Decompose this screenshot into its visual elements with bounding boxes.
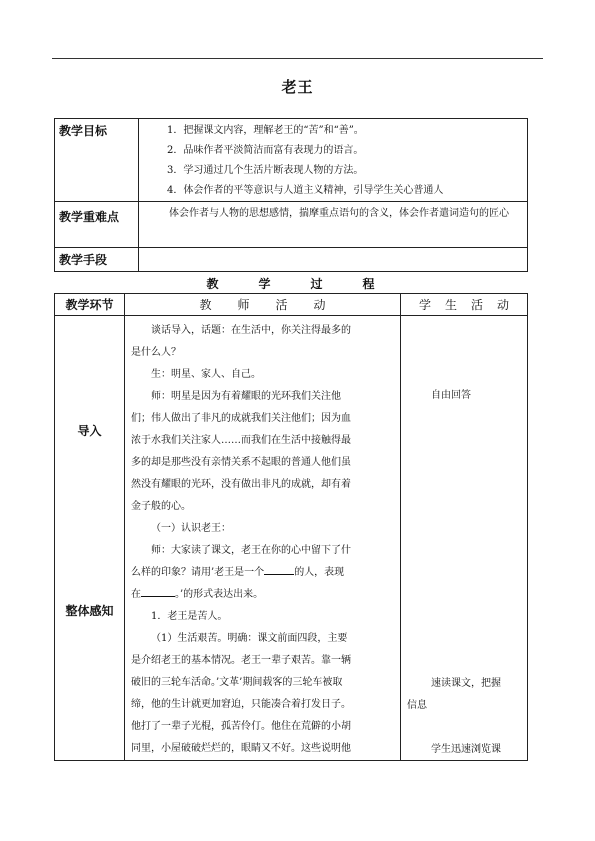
goal-item: 1．把握课文内容，理解老王的“苦”和“善”。 <box>167 125 364 136</box>
process-header-row <box>55 294 528 316</box>
difficulty-row <box>55 202 528 248</box>
process-title-char: 教 <box>206 277 219 291</box>
teacher-line <box>125 562 400 584</box>
teacher-line: 是介绍老王的基本情况。老王一辈子艰苦。靠一辆 <box>131 655 351 666</box>
goal-item: 2．品味作者平淡简洁而富有表现力的语言。 <box>167 145 364 156</box>
header-char: 生 <box>444 298 457 312</box>
process-body-row <box>55 316 528 761</box>
goals-content <box>139 119 528 202</box>
process-title-char: 过 <box>310 277 323 291</box>
teacher-line: 是什么人？ <box>131 347 181 358</box>
teacher-line <box>125 584 400 606</box>
student-read-2: 信息 <box>407 700 427 711</box>
col-stage-header: 教学环节 <box>55 294 125 316</box>
stage-intro: 导入 <box>77 424 102 438</box>
header-char: 动 <box>497 298 510 312</box>
teacher-line: 多的却是那些没有亲情关系不起眼的普通人他们虽 <box>131 457 351 468</box>
fill-blank <box>264 562 294 575</box>
teacher-line: 谈话导入，话题：在生活中，你关注得最多的 <box>151 325 351 336</box>
teacher-line: （1）生活艰苦。明确：课文前面四段，主要 <box>151 633 348 644</box>
goals-label: 教学目标 <box>55 119 139 202</box>
student-browse: 学生迅速浏览课 <box>431 744 501 755</box>
student-read-1: 速读课文，把握 <box>431 678 501 689</box>
header-rule <box>52 58 543 59</box>
goal-item: 4．体会作者的平等意识与人道主义精神，引导学生关心普通人 <box>167 185 444 196</box>
teacher-line: 师：大家读了课文，老王在你的心中留下了什 <box>151 545 351 556</box>
teacher-line-part: 的人，表现 <box>294 567 345 578</box>
difficulty-text: 体会作者与人物的思想感情，揣摩重点语句的含义，体会作者遣词造句的匠心 <box>169 208 509 219</box>
header-char: 教 <box>199 298 212 312</box>
header-char: 师 <box>237 298 250 312</box>
teacher-line: 生：明星、家人、自己。 <box>151 369 261 380</box>
header-char: 活 <box>471 298 484 312</box>
fill-blank <box>141 584 175 597</box>
process-title-char: 学 <box>258 277 271 291</box>
teacher-line: 浓于水我们关注家人……而我们在生活中接触得最 <box>131 435 351 446</box>
lesson-info-table <box>54 118 528 272</box>
difficulty-label: 教学重难点 <box>55 202 139 248</box>
teacher-line: 然没有耀眼的光环，没有做出非凡的成就，却有着 <box>131 479 351 490</box>
teacher-line: 金子般的心。 <box>131 501 191 512</box>
student-activity <box>401 316 528 761</box>
header-char: 活 <box>275 298 288 312</box>
teacher-line: 同里，小屋破破烂烂的，眼睛又不好。这些说明他 <box>131 743 351 754</box>
teacher-line: （一）认识老王： <box>151 523 231 534</box>
document-title: 老王 <box>281 78 314 96</box>
teacher-line-part: 。’的形式表达出来。 <box>175 589 264 600</box>
teacher-line: 他打了一辈子光棍，孤苦伶仃。他住在荒僻的小胡 <box>131 721 351 732</box>
teacher-line: 们；伟人做出了非凡的成就我们关注他们；因为血 <box>131 413 351 424</box>
means-row <box>55 248 528 272</box>
teacher-line: 缔，他的生计就更加窘迫，只能凑合着打发日子。 <box>131 699 351 710</box>
teacher-activity <box>125 316 401 761</box>
student-free-answer: 自由回答 <box>431 390 471 401</box>
col-student-header <box>401 294 528 316</box>
stage-overview: 整体感知 <box>65 604 114 618</box>
teacher-line: 破旧的三轮车活命。’文革’期间载客的三轮车被取 <box>131 677 343 688</box>
teacher-line: 1．老王是苦人。 <box>151 611 228 622</box>
teacher-line: 师：明星是因为有着耀眼的光环我们关注他 <box>151 391 341 402</box>
stage-cell <box>55 316 125 761</box>
col-teacher-header <box>125 294 401 316</box>
header-char: 动 <box>313 298 326 312</box>
goals-row <box>55 119 528 202</box>
process-title-char: 程 <box>362 277 375 291</box>
means-label: 教学手段 <box>55 248 139 272</box>
means-content <box>139 248 528 272</box>
goal-item: 3．学习通过几个生活片断表现人物的方法。 <box>167 165 364 176</box>
difficulty-content <box>139 202 528 248</box>
header-char: 学 <box>418 298 431 312</box>
teaching-process-table <box>54 293 528 761</box>
teacher-line-part: 么样的印象？请用’老王是一个 <box>131 567 265 578</box>
process-title <box>54 275 527 292</box>
teacher-line-part: 在 <box>131 589 141 600</box>
